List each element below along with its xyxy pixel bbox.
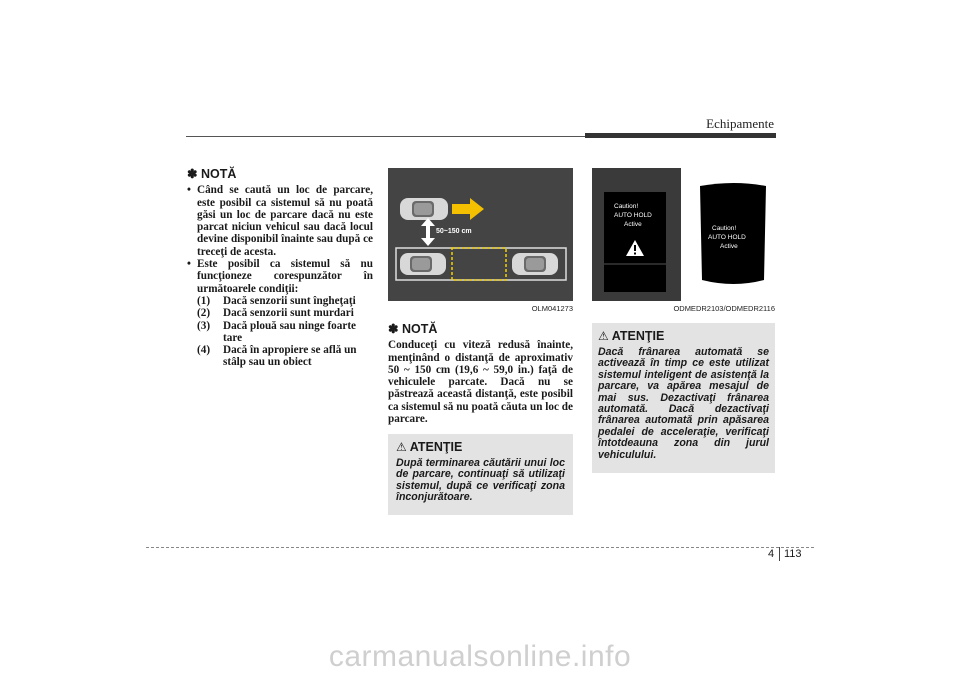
parking-figure xyxy=(388,168,573,301)
parked-car-right-icon xyxy=(512,253,558,275)
condition-item: (2) Dacă senzorii sunt murdari xyxy=(197,307,354,320)
warning-text: Dacă frânarea automată se activează în timp ce este utilizat sistemul inteligent de asistenţă la parcare, va apărea mesajul de mai sus. Dezactivaţi frânarea automată. Dacă dezactivaţi frânarea automată prin apăsarea pedalei de acceleraţie, verificaţi întotdeauna zona din jurul vehiculului. xyxy=(598,346,769,461)
note-bullet-1: • Când se caută un loc de parcare, este posibil ca sistemul să nu poată găsi un loc de parcare dacă nu este parcat niciun vehicul sau dacă locul devine disponibil înainte sau după ce treceţi de acesta. xyxy=(187,184,373,258)
mid-note xyxy=(388,323,573,425)
condition-item: (3) Dacă plouă sau ninge foarte tare xyxy=(197,319,357,344)
running-header: Echipamente xyxy=(706,116,774,131)
svg-text:AUTO HOLD: AUTO HOLD xyxy=(708,234,746,241)
mid-note-text: Conduceţi cu viteză redusă înainte, menţinând o distanţă de aproximativ 50 ~ 150 cm (19,6 ~ 59,0 in.) faţă de vehiculele parcate. Dacă nu se păstrează această distanţă, este posibil ca sistemul să nu poată căuta un loc de parcare. xyxy=(388,339,573,426)
warning-triangle-icon: ⚠ xyxy=(396,440,407,454)
svg-text:AUTO HOLD: AUTO HOLD xyxy=(614,212,652,219)
parked-car-left-icon xyxy=(400,253,446,275)
warning-box-2 xyxy=(592,323,775,473)
page-divider xyxy=(779,547,780,561)
page-number: 113 xyxy=(784,548,802,560)
note-heading: ✽ NOTĂ xyxy=(187,167,237,181)
svg-text:Active: Active xyxy=(624,221,642,228)
footer-rule xyxy=(146,547,814,548)
note-bullet-2: • Este posibil ca sistemul să nu funcţioneze corespunzător în următoarele condiţii: xyxy=(187,258,373,295)
warning-heading: ⚠ ATENŢIE xyxy=(396,440,463,454)
warning-text: După terminarea căutării unui loc de parcare, continuaţi să utilizaţi sistemul, după ce verificaţi zona înconjurătoare. xyxy=(396,457,565,504)
distance-label: 50~150 cm xyxy=(436,228,472,235)
section-number: 4 xyxy=(768,548,775,560)
left-note xyxy=(187,168,373,369)
auto-hold-figure xyxy=(592,168,775,301)
svg-text:Caution!: Caution! xyxy=(614,203,639,210)
header-thick-bar xyxy=(585,133,776,138)
condition-item: (1) Dacă senzorii sunt îngheţaţi xyxy=(197,294,356,307)
condition-item: (4) Dacă în apropiere se află un stâlp sau un obiect xyxy=(197,344,357,369)
watermark: carmanualsonline.info xyxy=(328,640,632,673)
figure2-caption: ODMEDR2103/ODMEDR2116 xyxy=(673,304,775,313)
warning-heading: ⚠ ATENŢIE xyxy=(598,329,665,343)
svg-text:Caution!: Caution! xyxy=(712,225,737,232)
svg-text:Active: Active xyxy=(720,243,738,250)
warning-triangle-icon: ⚠ xyxy=(598,329,609,343)
figure1-caption: OLM041273 xyxy=(531,304,573,313)
note-heading: ✽ NOTĂ xyxy=(388,322,438,336)
condition-list xyxy=(187,295,373,369)
moving-car-icon xyxy=(400,198,448,220)
warning-box-1 xyxy=(388,434,573,515)
parking-diagram xyxy=(388,168,573,301)
auto-hold-displays xyxy=(592,168,775,301)
